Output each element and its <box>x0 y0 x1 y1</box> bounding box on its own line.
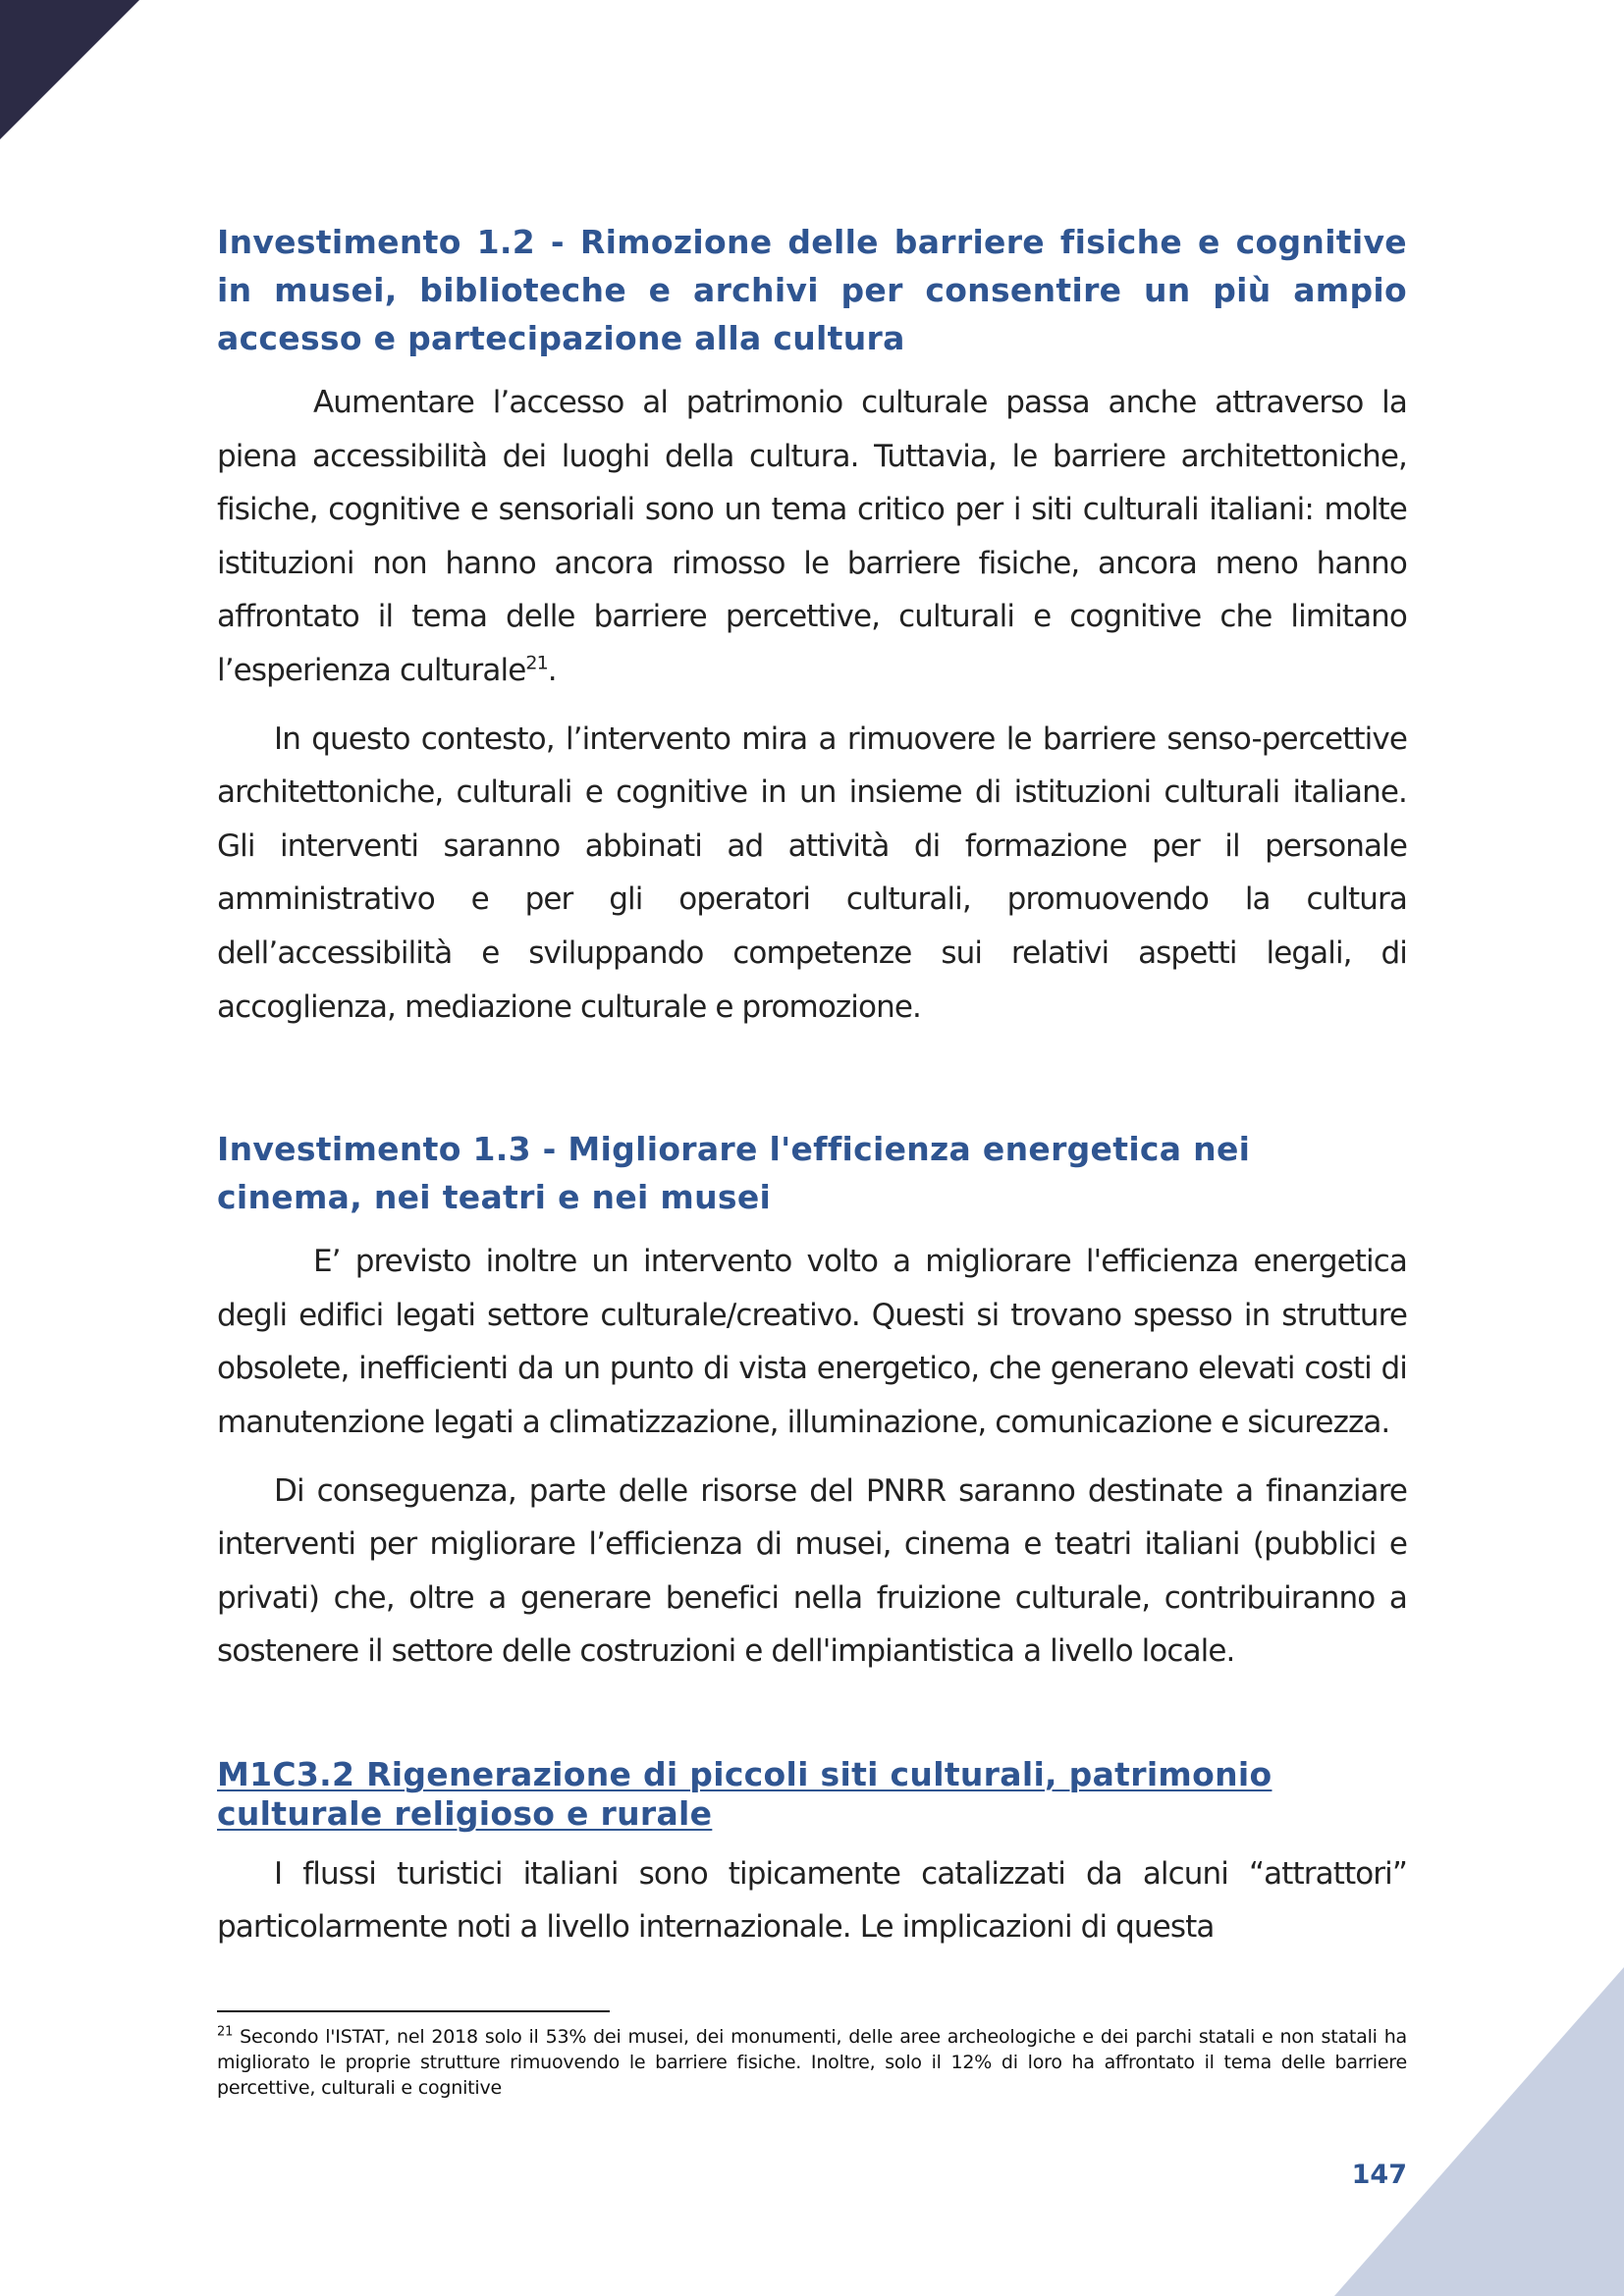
page-number: 147 <box>1351 2160 1407 2190</box>
paragraph-accessibility-intro: Aumentare l’accesso al patrimonio culturale passa anche attraverso la piena accessibilità dei luoghi della cultura. Tuttavia, le barriere architettoniche, fisiche, cognitive e sensoriali sono un tema critico per i siti culturali italiani: molte istituzioni non hanno ancora rimosso le barriere fisiche, ancora meno hanno affrontato il tema delle barriere percettive, culturali e cognitive che limitano l’esperienza culturale$^{21}$. <box>217 385 1407 688</box>
footnote-text: Secondo l'ISTAT, nel 2018 solo il 53% dei musei, dei monumenti, delle aree archeologiche e dei parchi statali e non statali ha migliorato le proprie strutture rimuovendo le barriere fisiche. Inoltre, solo il 12% di loro ha affrontato il tema delle barriere percettive, culturali e cognitive <box>217 2026 1407 2099</box>
paragraph-energy-efficiency-pnrr: Di conseguenza, parte delle risorse del PNRR saranno destinate a finanziare interventi per migliorare l’efficienza di musei, cinema e teatri italiani (pubblici e privati) che, oltre a generare benefici nella fruizione culturale, contribuiranno a sostenere il settore delle costruzioni e dell'impiantistica a livello locale. <box>217 1472 1407 1670</box>
footnote-reference[interactable]: 21 <box>525 652 548 674</box>
heading-investimento-1-2: Investimento 1.2 - Rimozione delle barriere fisiche e cognitive in musei, biblioteche e archivi per consentire un più ampio accesso e partecipazione alla cultura <box>217 223 1407 357</box>
footnote-separator <box>217 2010 610 2012</box>
paragraph-tourist-flows: I flussi turistici italiani sono tipicamente catalizzati da alcuni “attrattori” particolarmente noti a livello internazionale. Le implicazioni di questa <box>217 1855 1407 1946</box>
heading-investimento-1-3: Investimento 1.3 - Migliorare l'efficienza energetica nei cinema, nei teatri e nei musei <box>217 1130 1251 1217</box>
paragraph-accessibility-context: In questo contesto, l’intervento mira a rimuovere le barriere senso-percettive architettoniche, culturali e cognitive in un insieme di istituzioni culturali italiane. Gli interventi saranno abbinati ad attività di formazione per il personale amministrativo e per gli operatori culturali, promuovendo la cultura dell’accessibilità e sviluppando competenze sui relativi aspetti legali, di accoglienza, mediazione culturale e promozione. <box>217 721 1407 1025</box>
corner-decoration-top-left <box>0 0 139 139</box>
paragraph-energy-efficiency-intro: E’ previsto inoltre un intervento volto a migliorare l'efficienza energetica degli edifici legati settore culturale/creativo. Questi si trovano spesso in strutture obsolete, inefficienti da un punto di vista energetico, che generano elevati costi di manutenzione legati a climatizzazione, illuminazione, comunicazione e sicurezza. <box>217 1244 1407 1440</box>
corner-decoration-bottom-right <box>1334 1967 1624 2296</box>
footnote-number: 21 <box>217 2024 234 2040</box>
heading-m1c3-2[interactable]: M1C3.2 Rigenerazione di piccoli siti culturali, patrimonio culturale religioso e rurale <box>217 1754 1272 1833</box>
paragraph-text: Aumentare l’accesso al patrimonio culturale passa anche attraverso la piena accessibilità dei luoghi della cultura. Tuttavia, le barriere architettoniche, fisiche, cognitive e sensoriali sono un tema critico per i siti culturali italiani: molte istituzioni non hanno ancora rimosso le barriere fisiche, ancora meno hanno affrontato il tema delle barriere percettive, culturali e cognitive che limitano l’esperienza culturale <box>217 385 1407 688</box>
page-content <box>217 218 1407 1954</box>
footnote <box>217 2024 1407 2101</box>
